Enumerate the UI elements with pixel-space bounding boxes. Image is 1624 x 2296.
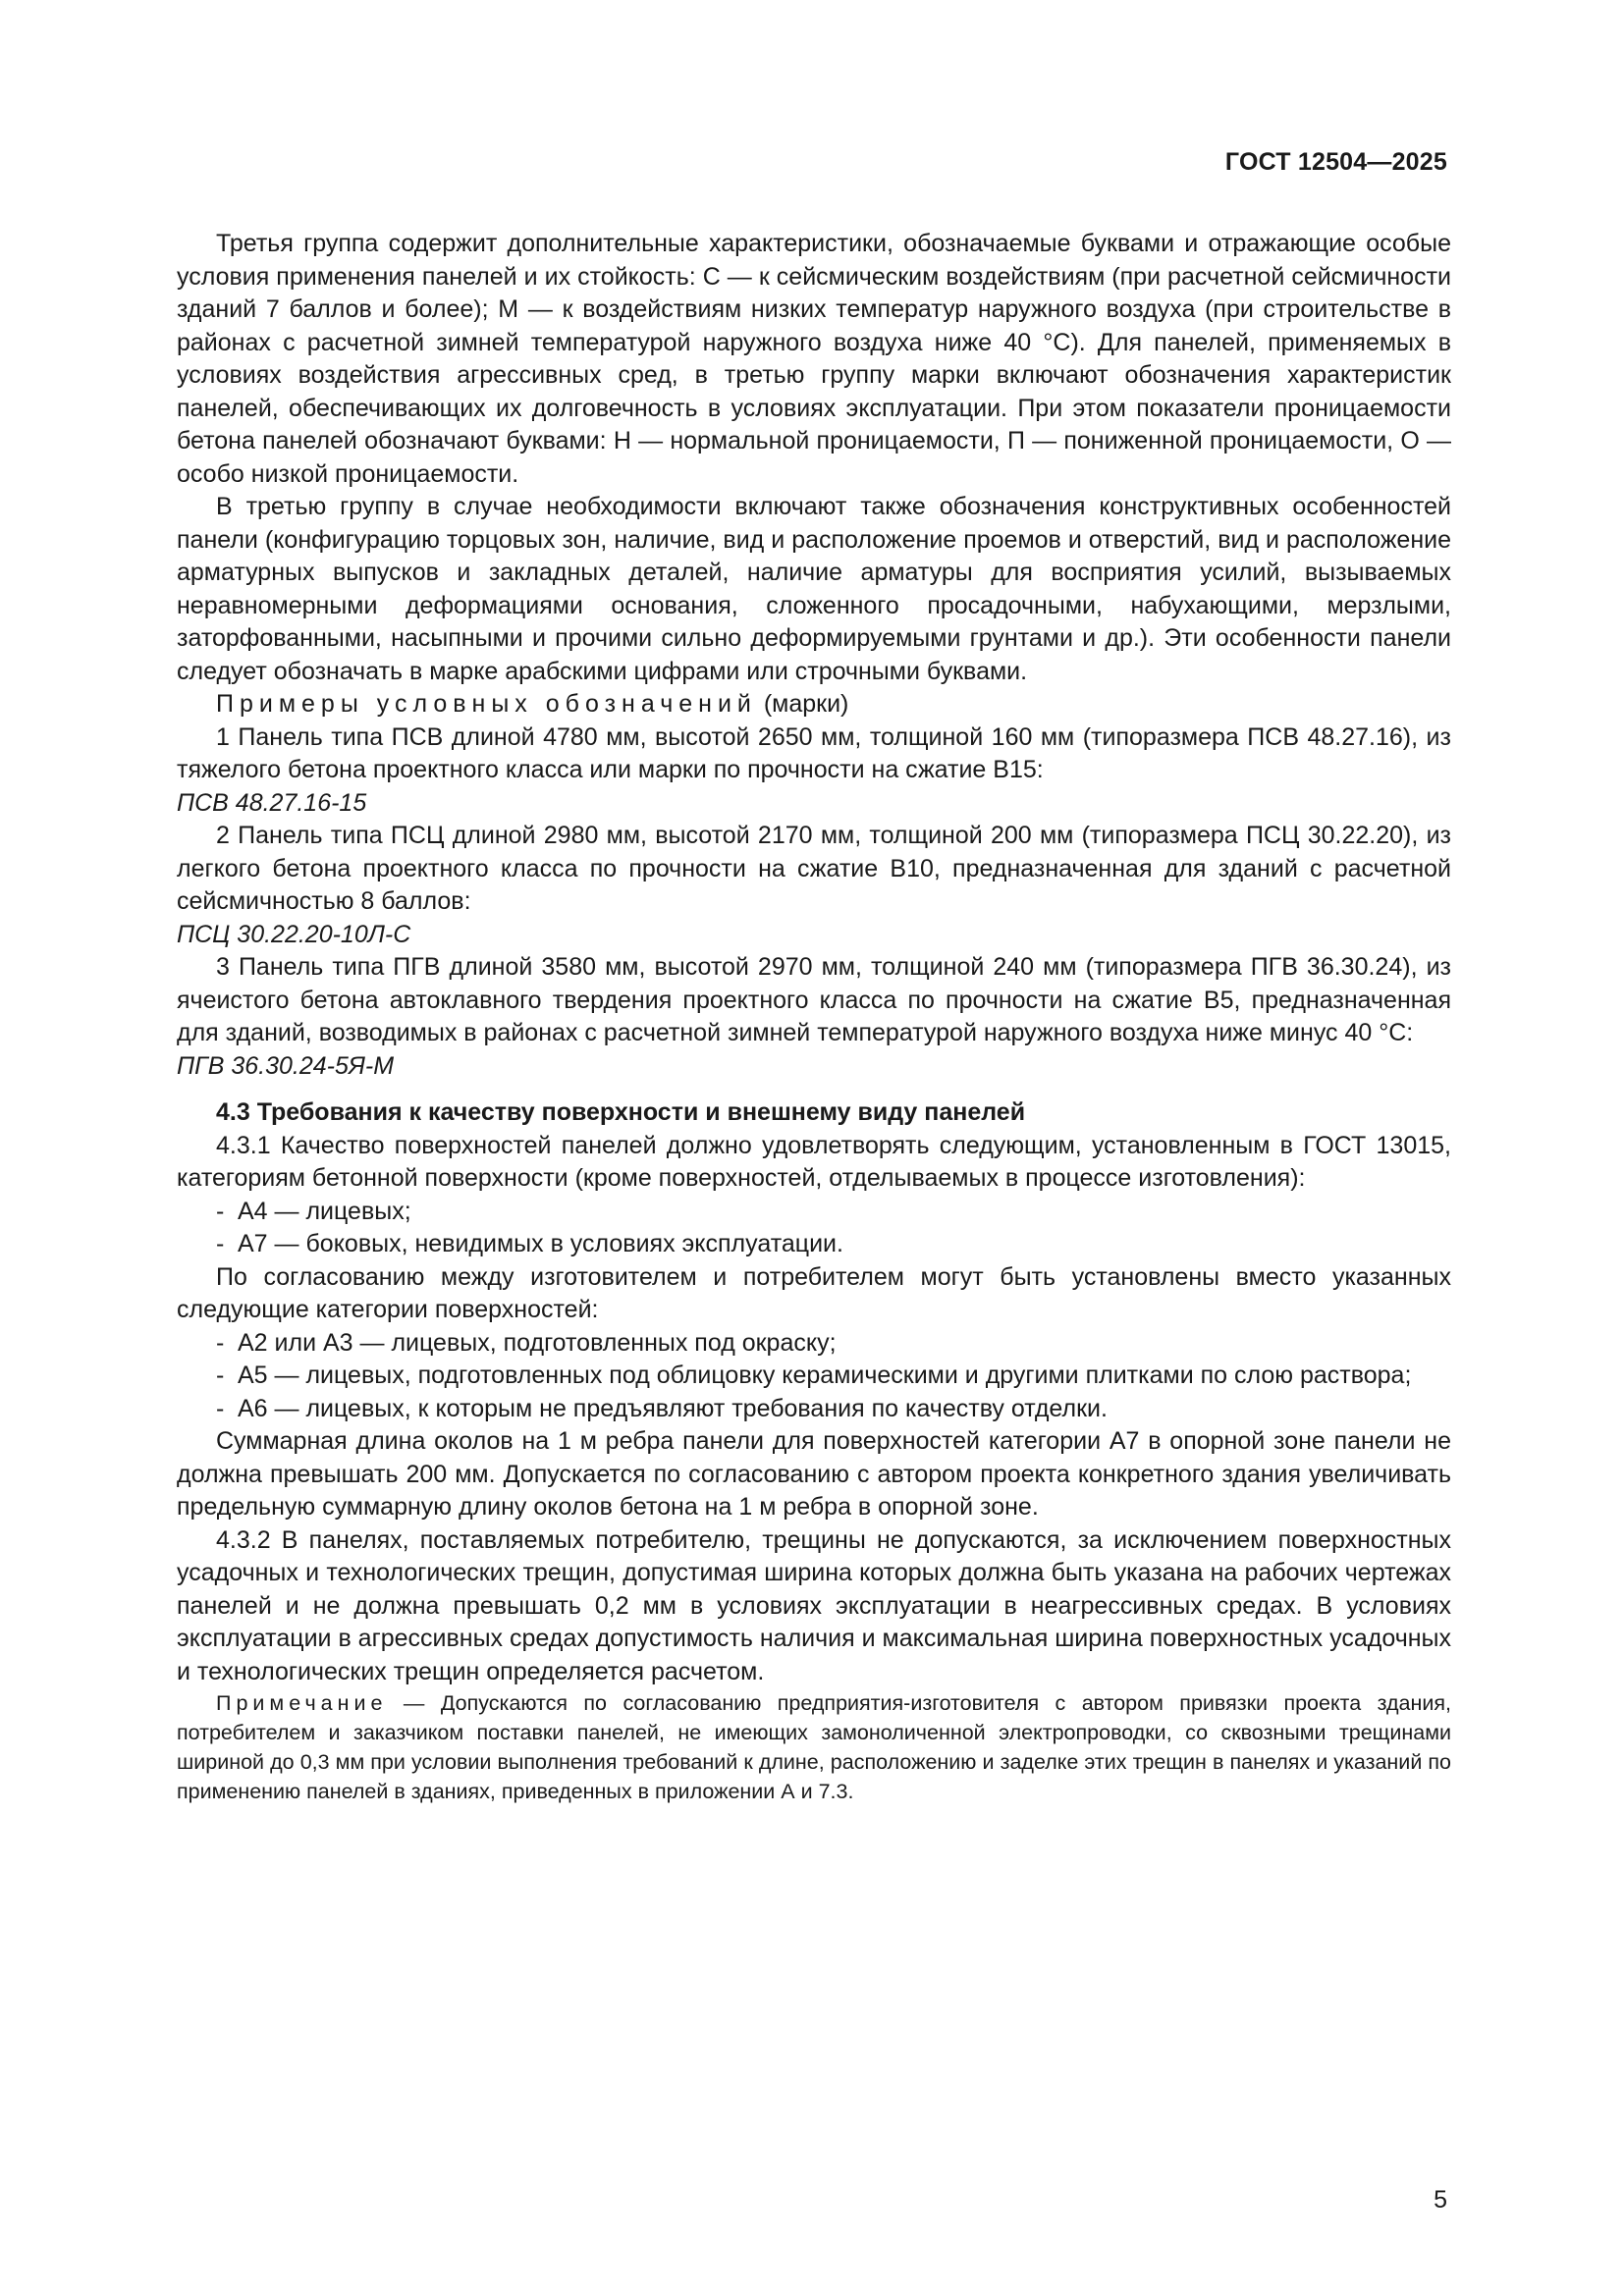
list-item-text: А5 — лицевых, подготовленных под облицовку керамическими и другими плитками по слою раствора; bbox=[238, 1362, 1412, 1389]
list-item bbox=[177, 1327, 1451, 1361]
examples-title-spaced: Примеры условных обозначений bbox=[216, 690, 757, 718]
note-text: — Допускаются по согласованию предприятия-изготовителя с автором привязки проекта здания, потребителем и заказчиком поставки панелей, не имеющих замоноличенной электропроводки, со сквозными трещинами шириной до 0,3 мм при условии выполнения требований к длине, расположению и заделке этих трещин в панелях и указаний по применению панелей в зданиях, приведенных в приложении А и 7.3. bbox=[177, 1691, 1451, 1803]
paragraph-design-features: В третью группу в случае необходимости включают также обозначения конструктивных особенностей панели (конфигурацию торцовых зон, наличие, вид и расположение проемов и отверстий, вид и расположение арматурных выпусков и закладных деталей, наличие арматуры для восприятия усилий, вызываемых неравномерными деформациями основания, сложенного просадочными, набухающими, мерзлыми, заторфованными, насыпными и прочими сильно деформируемыми грунтами и др.). Эти особенности панели следует обозначать в марке арабскими цифрами или строчными буквами. bbox=[177, 493, 1451, 685]
list-dash: - bbox=[216, 1197, 225, 1225]
list-dash: - bbox=[216, 1230, 225, 1257]
note-label: Примечание bbox=[216, 1691, 388, 1715]
list-item bbox=[177, 1228, 1451, 1261]
section-heading-4-3: 4.3 Требования к качеству поверхности и внешнему виду панелей bbox=[216, 1098, 1026, 1126]
list-dash: - bbox=[216, 1328, 225, 1357]
example-1-text: 1 Панель типа ПСВ длиной 4780 мм, высотой 2650 мм, толщиной 160 мм (типоразмера ПСВ 48.27.16), из тяжелого бетона проектного класса или марки по прочности на сжатие В15: bbox=[177, 722, 1451, 783]
clause-4-3-2: 4.3.2 В панелях, поставляемых потребителю, трещины не допускаются, за исключением поверхностных усадочных и технологических трещин, допустимая ширина которых должна быть указана на рабочих чертежах панелей и не должна превышать 0,2 мм в условиях эксплуатации в неагрессивных средах. В условиях эксплуатации в агрессивных средах допустимость наличия и максимальная ширина поверхностных усадочных и технологических трещин определяется расчетом. bbox=[177, 1525, 1451, 1685]
page-number: 5 bbox=[1434, 2186, 1447, 2214]
list-item-text: А7 — боковых, невидимых в условиях эксплуатации. bbox=[238, 1230, 843, 1257]
list-dash: - bbox=[216, 1362, 225, 1389]
standard-designation: ГОСТ 12504—2025 bbox=[1224, 148, 1447, 176]
list-dash: - bbox=[216, 1394, 225, 1422]
document-body bbox=[177, 228, 1451, 1806]
example-3-text: 3 Панель типа ПГВ длиной 3580 мм, высотой 2970 мм, толщиной 240 мм (типоразмера ПГВ 36.30.24), из ячеистого бетона автоклавного твердения проектного класса по прочности на сжатие В5, предназначенная для зданий, возводимых в районах с расчетной зимней температурой наружного воздуха ниже минус 40 °С: bbox=[177, 953, 1451, 1046]
list-item bbox=[177, 1360, 1451, 1393]
example-1-code: ПСВ 48.27.16-15 bbox=[177, 788, 367, 817]
example-2-code: ПСЦ 30.22.20-10Л-С bbox=[177, 920, 411, 948]
list-item-text: А6 — лицевых, к которым не предъявляют требования по качеству отделки. bbox=[238, 1394, 1108, 1422]
note bbox=[177, 1688, 1451, 1806]
list-item bbox=[177, 1393, 1451, 1426]
paragraph-third-group: Третья группа содержит дополнительные характеристики, обозначаемые буквами и отражающие особые условия применения панелей и их стойкость: С — к сейсмическим воздействиям (при расчетной сейсмичности зданий 7 баллов и более); М — к воздействиям низких температур наружного воздуха (при строительстве в районах с расчетной зимней температурой наружного воздуха ниже 40 °С). Для панелей, применяемых в условиях воздействия агрессивных сред, в третью группу марки включают обозначения характеристик панелей, обеспечивающих их долговечность в условиях эксплуатации. При этом показатели проницаемости бетона панелей обозначают буквами: Н — нормальной проницаемости, П — пониженной проницаемости, О — особо низкой проницаемости. bbox=[177, 230, 1451, 488]
example-2-text: 2 Панель типа ПСЦ длиной 2980 мм, высотой 2170 мм, толщиной 200 мм (типоразмера ПСЦ 30.22.20), из легкого бетона проектного класса по прочности на сжатие В10, предназначенная для зданий с расчетной сейсмичностью 8 баллов: bbox=[177, 822, 1451, 915]
paragraph-chips: Суммарная длина околов на 1 м ребра панели для поверхностей категории А7 в опорной зоне панели не должна превышать 200 мм. Допускается по согласованию с автором проекта конкретного здания увеличивать предельную суммарную длину околов бетона на 1 м ребра в опорной зоне. bbox=[177, 1427, 1451, 1521]
examples-title bbox=[177, 688, 1451, 721]
example-3-code: ПГВ 36.30.24-5Я-М bbox=[177, 1051, 395, 1080]
clause-4-3-1: 4.3.1 Качество поверхностей панелей должно удовлетворять следующим, установленным в ГОСТ 13015, категориям бетонной поверхности (кроме поверхностей, отделываемых в процессе изготовления): bbox=[177, 1131, 1451, 1192]
list-item bbox=[177, 1196, 1451, 1229]
list-item-text: А2 или А3 — лицевых, подготовленных под окраску; bbox=[238, 1328, 837, 1357]
examples-title-suffix: (марки) bbox=[756, 690, 849, 718]
list-item-text: А4 — лицевых; bbox=[238, 1197, 411, 1225]
paragraph-agreement: По согласованию между изготовителем и потребителем могут быть установлены вместо указанных следующие категории поверхностей: bbox=[177, 1262, 1451, 1323]
